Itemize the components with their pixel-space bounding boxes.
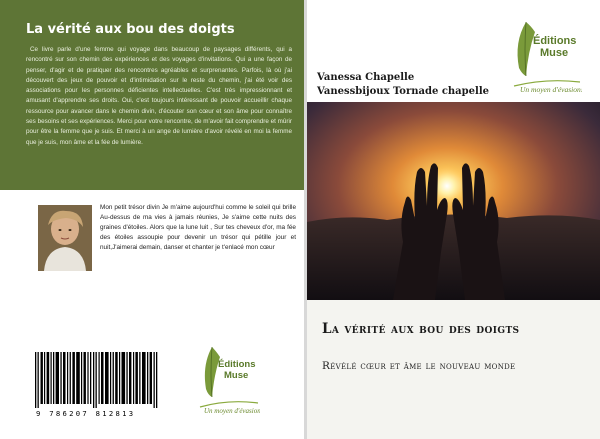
publisher-name-line2-front: Muse xyxy=(540,47,569,59)
sunset-hands-image xyxy=(307,102,600,300)
author-bio: Mon petit trésor divin Je m'aime aujourd'hui comme le soleil qui brille Au-dessus de ma vies à jamais réunies, Je s'aime cette nuits des graines d'étoiles. Alors que la lune luit , Sur tes cheveux d'or, ma fée des étoiles assoupie pour devenir un trésor qui pétille jour et nuit,J'aimerai demain, danser et chanter je t'enlacé mon cœur xyxy=(100,204,296,251)
publisher-logo-front xyxy=(512,20,582,96)
author-photo xyxy=(38,205,92,271)
book-title: La vérité aux bou des doigts xyxy=(322,321,520,337)
publisher-name-line1: Éditions xyxy=(218,359,256,370)
publisher-name-line1-front: Éditions xyxy=(533,35,577,47)
publisher-tagline-front: Un moyen d'évasion! xyxy=(520,85,582,94)
feather-logo-icon-front xyxy=(512,20,582,96)
book-subtitle: Révélé cœur et âme le nouveau monde xyxy=(322,360,516,372)
back-cover-blurb: Ce livre parle d'une femme qui voyage dans beaucoup de paysages différents, qui a rencontré sur son chemin des expériences et des voyages d'invitations. Qui a une façon de penser, d'agir et de pratiquer des rencontres agréables et surprenantes. Parfois, là où j'ai découvert des jeux de pouvoir et d'intimidation sur le reste du chemin, j'ai été voir des associations pour les personnes déficientes intellectuelles. C'est très impressionnant et amusant d'apprendre ses droits. Oui, c'est toujours intéressant de pouvoir accueillir chaque ressource pour avancer dans le chemin divin, d'écouter son cœur et son âme pour connaître ses besoins et ses expériences. Merci pour votre rencontre, de m'avoir fait comprendre et mûrir pour être la femme que je suis. Et merci à un ange de lumière d'avoir révélé en moi la femme que je suis, mon âme et la fée de lumière. xyxy=(26,46,292,146)
barcode-digits: 9 786207 812813 xyxy=(36,409,136,418)
author-photo-image xyxy=(38,205,92,271)
publisher-tagline: Un moyen d'évasion! xyxy=(204,407,260,415)
barcode-bars xyxy=(33,352,161,408)
cover-photo-sunset-hands xyxy=(307,102,600,300)
author-name-2: Vanessbijoux Tornade chapelle xyxy=(317,86,489,97)
publisher-logo-back xyxy=(198,345,260,417)
author-name-1: Vanessa Chapelle xyxy=(317,72,415,83)
feather-logo-icon xyxy=(198,345,260,417)
back-cover-title: La vérité aux bou des doigts xyxy=(26,22,235,37)
publisher-name-line2: Muse xyxy=(224,370,249,381)
